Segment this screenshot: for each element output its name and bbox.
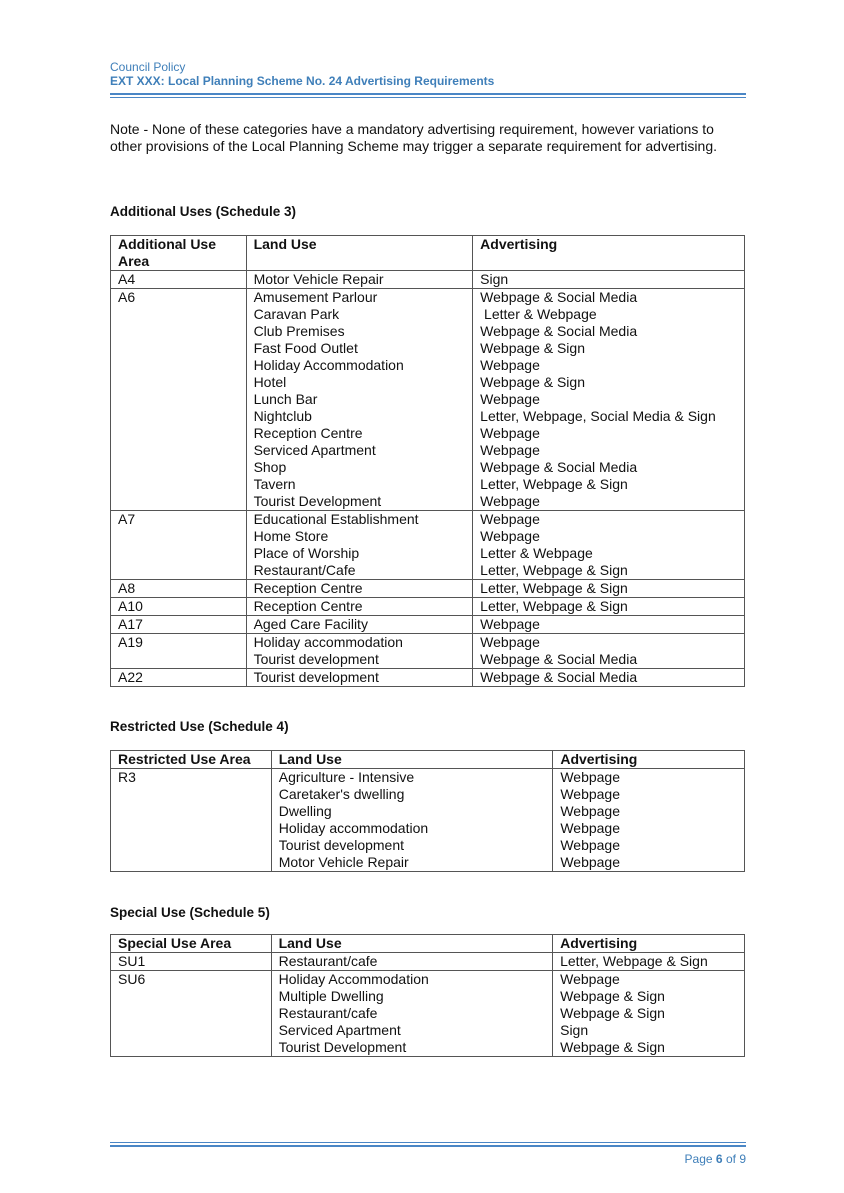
land-use-item: Tourist development [253,651,379,667]
land-use-item: Club Premises [253,323,345,339]
footer-rule [110,1145,746,1147]
advertising-cell [473,634,745,669]
land-use-item: Reception Centre [253,598,363,614]
advertising-item: Webpage [560,786,621,802]
advertising-item: Letter, Webpage, Social Media & Sign [480,408,716,424]
land-use-item: Aged Care Facility [253,616,368,632]
advertising-item: Webpage & Social Media [480,651,638,667]
land-use-item: Reception Centre [253,425,363,441]
table-row [111,769,745,872]
page-label: Page [684,1152,713,1166]
table-header-row [111,236,745,271]
additional-uses-table [110,235,745,687]
land-use-item: Home Store [253,528,329,544]
advertising-cell [473,616,745,634]
area-cell: A22 [111,669,247,687]
advertising-item: Webpage [560,803,621,819]
advertising-item: Webpage [480,511,540,527]
area-cell: A4 [111,271,247,289]
advertising-item: Webpage & Sign [480,340,585,356]
land-use-cell [246,598,473,616]
advertising-item: Webpage & Social Media [480,669,638,685]
advertising-cell [473,580,745,598]
column-header: Land Use [246,236,473,271]
advertising-item: Sign [560,1022,589,1038]
land-use-item: Amusement Parlour [253,289,378,305]
advertising-cell [553,971,745,1057]
column-header: Special Use Area [111,935,272,953]
land-use-item: Serviced Apartment [253,442,376,458]
advertising-item: Webpage [560,769,621,785]
land-use-item: Dwelling [278,803,332,819]
area-cell: A7 [111,511,247,580]
land-use-item: Agriculture - Intensive [278,769,415,785]
document-header [110,60,746,98]
advertising-item: Webpage & Sign [560,988,665,1004]
restricted-use-body [111,769,745,872]
advertising-cell [473,598,745,616]
page-of: of [725,1152,736,1166]
table-row [111,598,745,616]
table-row [111,953,745,971]
advertising-item: Webpage & Sign [560,1005,665,1021]
area-cell: R3 [111,769,272,872]
advertising-cell [553,769,745,872]
land-use-item: Fast Food Outlet [253,340,358,356]
land-use-cell [271,769,553,872]
advertising-cell [473,271,745,289]
land-use-item: Shop [253,459,287,475]
land-use-item: Caretaker's dwelling [278,786,405,802]
page-total: 9 [739,1152,746,1166]
table-header-row [111,935,745,953]
page-number [110,1152,746,1166]
header-category: Council Policy [110,60,186,74]
advertising-item: Webpage [480,493,540,509]
advertising-item: Webpage [480,616,540,632]
advertising-item: Letter, Webpage & Sign [480,598,628,614]
advertising-item: Webpage [480,425,540,441]
column-header: Land Use [271,751,553,769]
advertising-item: Webpage [480,528,540,544]
document-footer [110,1142,746,1166]
land-use-item: Motor Vehicle Repair [278,854,409,870]
advertising-cell [473,669,745,687]
area-cell: A8 [111,580,247,598]
land-use-item: Caravan Park [253,306,340,322]
column-header: Additional Use Area [111,236,247,271]
advertising-item: Letter & Webpage [480,545,593,561]
land-use-cell [246,580,473,598]
land-use-item: Restaurant/cafe [278,1005,378,1021]
advertising-cell [473,511,745,580]
advertising-item: Webpage [480,391,540,407]
advertising-item: Webpage & Social Media [480,289,638,305]
advertising-item: Webpage & Social Media [480,459,638,475]
table-row [111,616,745,634]
land-use-item: Tourist Development [253,493,382,509]
advertising-item: Webpage [480,634,540,650]
area-cell: A10 [111,598,247,616]
advertising-item: Webpage & Social Media [480,323,638,339]
table-row [111,669,745,687]
land-use-cell [271,953,553,971]
land-use-item: Lunch Bar [253,391,318,407]
advertising-item: Webpage [480,442,540,458]
advertising-item: Webpage [560,854,621,870]
header-title: EXT XXX: Local Planning Scheme No. 24 Advertising Requirements [110,74,495,88]
table-row [111,971,745,1057]
advertising-item: Webpage [560,837,621,853]
advertising-item: Letter, Webpage & Sign [480,580,628,596]
advertising-item: Webpage [560,820,621,836]
advertising-item: Webpage & Sign [480,374,585,390]
area-cell: SU6 [111,971,272,1057]
land-use-item: Place of Worship [253,545,360,561]
advertising-cell [473,289,745,511]
table-row [111,580,745,598]
footer-rule-thin [110,1142,746,1143]
land-use-item: Reception Centre [253,580,363,596]
land-use-item: Tourist development [253,669,379,685]
header-rule [110,93,746,95]
special-use-title: Special Use (Schedule 5) [110,905,270,920]
land-use-item: Tourist development [278,837,405,853]
advertising-item: Webpage & Sign [560,1039,665,1055]
land-use-item: Serviced Apartment [278,1022,401,1038]
land-use-cell [246,669,473,687]
land-use-cell [246,271,473,289]
land-use-cell [246,616,473,634]
table-row [111,634,745,669]
land-use-cell [246,511,473,580]
restricted-use-title: Restricted Use (Schedule 4) [110,719,289,734]
area-cell: A17 [111,616,247,634]
advertising-item: Webpage [480,357,540,373]
column-header: Advertising [553,935,745,953]
column-header: Restricted Use Area [111,751,272,769]
advertising-item: Sign [480,271,509,287]
land-use-item: Tourist Development [278,1039,407,1055]
table-row [111,271,745,289]
table-header-row [111,751,745,769]
additional-uses-title: Additional Uses (Schedule 3) [110,204,297,219]
land-use-item: Hotel [253,374,287,390]
area-cell: A19 [111,634,247,669]
land-use-item: Multiple Dwelling [278,988,384,1004]
column-header: Advertising [473,236,745,271]
advertising-item: Letter, Webpage & Sign [480,476,628,492]
land-use-item: Holiday accommodation [253,634,403,650]
land-use-item: Motor Vehicle Repair [253,271,384,287]
area-cell: SU1 [111,953,272,971]
land-use-cell [246,289,473,511]
area-cell: A6 [111,289,247,511]
advertising-item: Letter, Webpage & Sign [480,562,628,578]
advertising-cell [553,953,745,971]
advertising-item: Letter & Webpage [480,306,597,322]
header-rule-thin [110,97,746,98]
land-use-item: Tavern [253,476,296,492]
additional-uses-body [111,271,745,687]
land-use-item: Nightclub [253,408,312,424]
restricted-use-table [110,750,745,872]
column-header: Advertising [553,751,745,769]
advertising-item: Letter, Webpage & Sign [560,953,708,969]
table-row [111,511,745,580]
land-use-item: Holiday Accommodation [253,357,404,373]
land-use-item: Restaurant/Cafe [253,562,356,578]
land-use-cell [246,634,473,669]
land-use-item: Restaurant/cafe [278,953,378,969]
land-use-cell [271,971,553,1057]
special-use-table [110,934,745,1057]
land-use-item: Holiday accommodation [278,820,429,836]
land-use-item: Holiday Accommodation [278,971,429,987]
table-row [111,289,745,511]
advertising-item: Webpage [560,971,620,987]
page-current: 6 [715,1152,723,1166]
land-use-item: Educational Establishment [253,511,419,527]
special-use-body [111,953,745,1057]
note-paragraph: Note - None of these categories have a mandatory advertising requirement, however variations to other provisions of the Local Planning Scheme may trigger a separate requirement for advertising. [110,121,717,154]
column-header: Land Use [271,935,553,953]
